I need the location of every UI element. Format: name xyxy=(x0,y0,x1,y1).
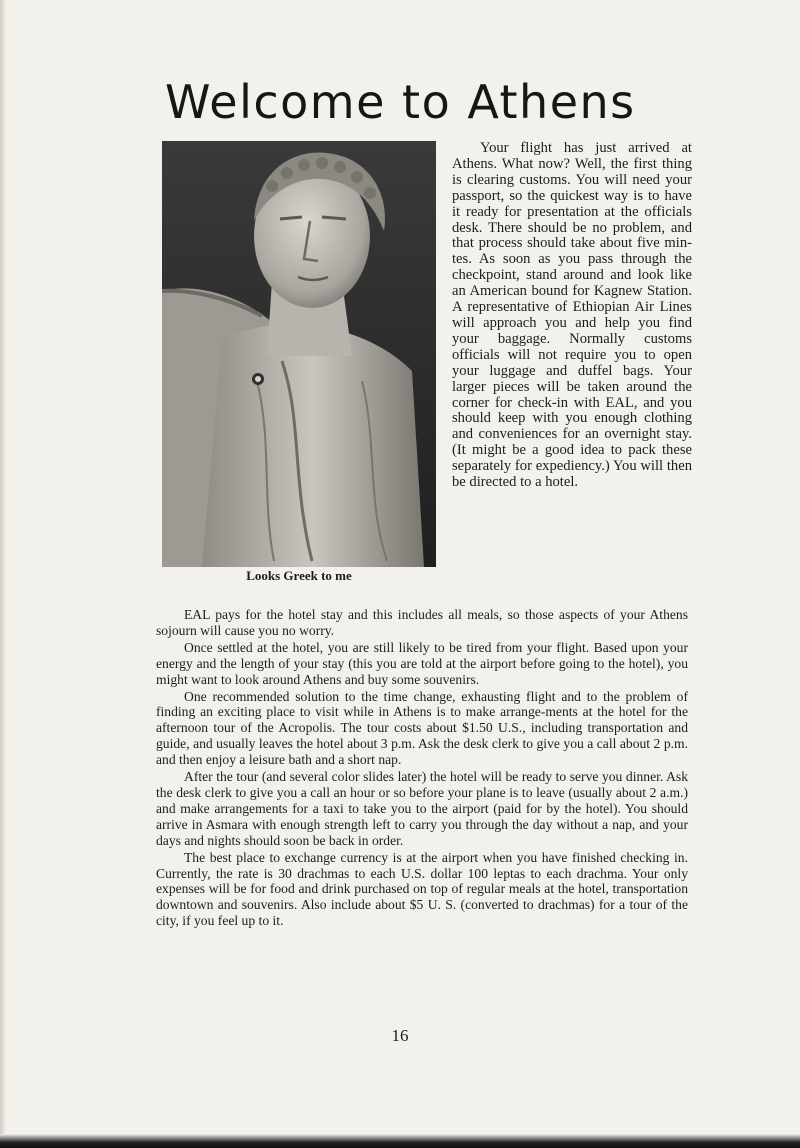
page-title: Welcome to Athens xyxy=(165,75,636,129)
photo-caption: Looks Greek to me xyxy=(246,568,352,583)
paragraph: The best place to exchange currency is at the airport when you have finished checking in. Currently, the rate is 30 drachmas to each U.S. dollar 100 leptas to each drachma. Your only expenses will be for food and drink purchased on top of regular meals at the hotel, transportation downtown and souvenirs. Also include about $5 U. S. (converted to drachmas) for a tour of the city, if you feel up to it. xyxy=(156,849,688,929)
statue-photo xyxy=(162,141,436,567)
paragraph: Once settled at the hotel, you are still likely to be tired from your flight. Based upon your energy and the length of your stay (this you are told at the airport before going to the hotel), you might want to look around Athens and buy some souvenirs. xyxy=(156,639,688,687)
intro-column xyxy=(452,141,692,491)
paragraph: One recommended solution to the time change, exhausting flight and to the problem of finding an exciting place to visit while in Athens is to make arrange-ments at the hotel for the afternoon tour of the Acropolis. The tour costs about $1.50 U.S., including transportation and guide, and usually leaves the hotel about 3 p.m. Ask the desk clerk to give you a call about 2 p.m. and then enjoy a leisure bath and a short nap. xyxy=(156,688,688,768)
intro-paragraph: Your flight has just arrived at Athens. What now? Well, the first thing is clearing customs. You will need your passport, so the quickest way is to have it ready for presentation at the officials desk. There should be no problem, and that process should take about five mintes. As soon as you pass through the checkpoint, stand around and look like an American bound for Kagnew Station. A representative of Ethiopian Air Lines will approach you and help you find your baggage. Normally customs officials will not require you to open your luggage and duffel bags. Your larger pieces will be taken around the corner for check-in with EAL, and you should keep with you enough clothing and conveniences for an overnight stay. (It might be a good idea to pack these separately for expediency.) You will then be directed to a hotel. xyxy=(452,140,692,491)
page-left-edge xyxy=(0,0,6,1148)
page-number: 16 xyxy=(391,1026,409,1045)
page-bottom-edge xyxy=(0,1134,800,1148)
body-text xyxy=(156,607,688,930)
paragraph: After the tour (and several color slides later) the hotel will be ready to serve you dinner. Ask the desk clerk to give you a call an hour or so before your plane is to leave (usually about 2 a.m.) and make arrangements for a taxi to take you to the airport (paid for by the hotel). You should arrive in Asmara with enough strength left to carry you through the day without a nap, and your days and nights should soon be back in order. xyxy=(156,769,688,848)
paragraph: EAL pays for the hotel stay and this includes all meals, so those aspects of your Athens sojourn will cause you no worry. xyxy=(156,607,688,638)
